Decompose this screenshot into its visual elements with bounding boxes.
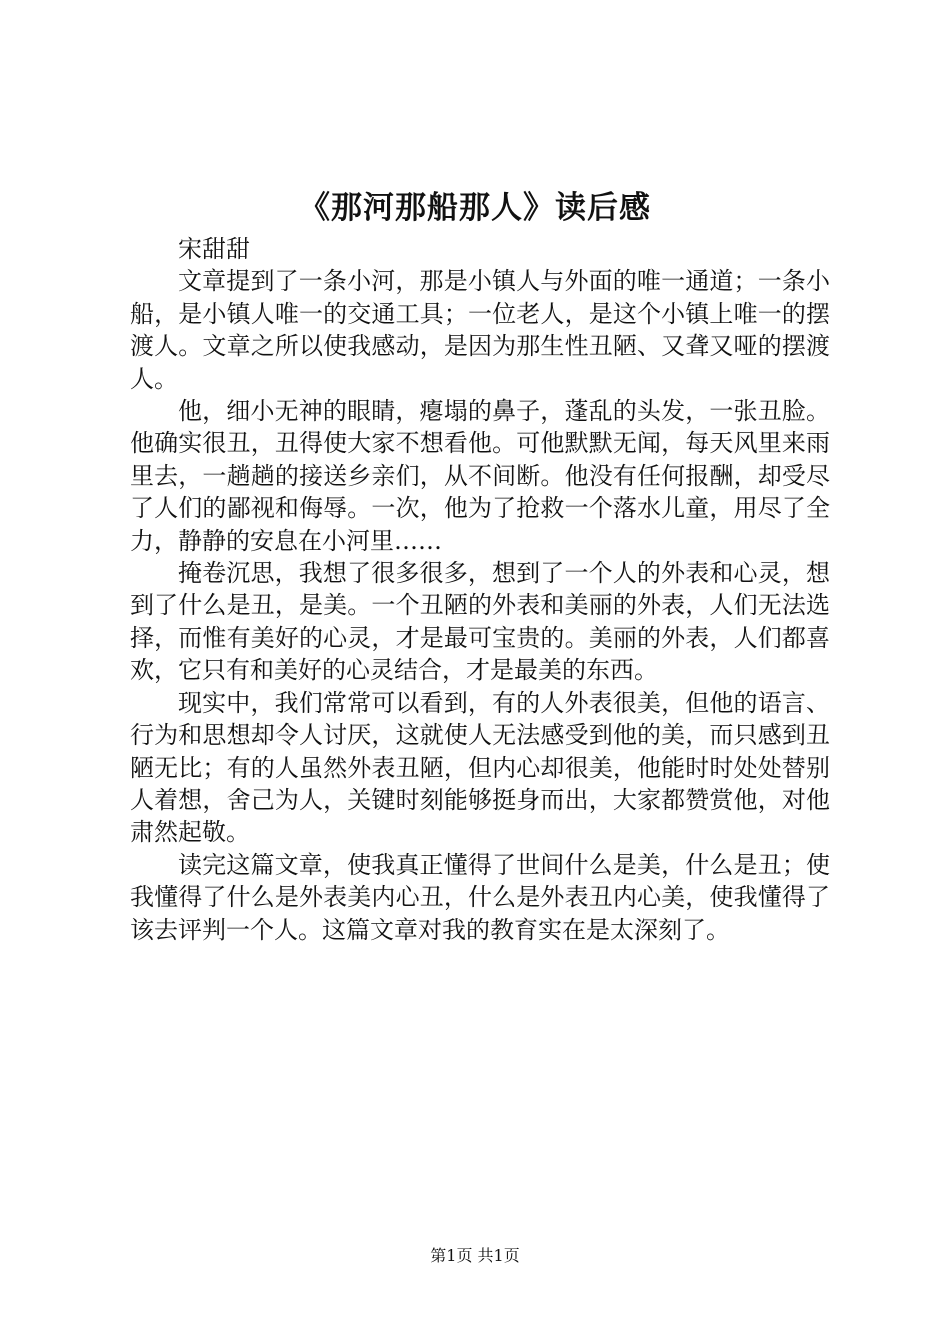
paragraph-3: 掩卷沉思，我想了很多很多，想到了一个人的外表和心灵，想到了什么是丑，是美。一个丑陋的外表和美丽的外表，人们无法选择，而惟有美好的心灵，才是最可宝贵的。美丽的外表，人们都喜欢，它只有和美好的心灵结合，才是最美的东西。 [130,559,830,685]
article-body [130,233,830,946]
author-name: 宋甜甜 [178,235,250,263]
paragraph-2: 他，细小无神的眼睛，瘪塌的鼻子，蓬乱的头发，一张丑脸。他确实很丑，丑得使大家不想看他。可他默默无闻，每天风里来雨里去，一趟趟的接送乡亲们，从不间断。他没有任何报酬，却受尽了人们的鄙视和侮辱。一次，他为了抢救一个落水儿童，用尽了全力，静静的安息在小河里…… [130,397,830,555]
paragraph-5: 读完这篇文章，使我真正懂得了世间什么是美，什么是丑；使我懂得了什么是外表美内心丑，什么是外表丑内心美，使我懂得了该去评判一个人。这篇文章对我的教育实在是太深刻了。 [130,850,830,944]
paragraph-1: 文章提到了一条小河，那是小镇人与外面的唯一通道；一条小船，是小镇人唯一的交通工具；一位老人，是这个小镇上唯一的摆渡人。文章之所以使我感动，是因为那生性丑陋、又聋又哑的摆渡人。 [130,267,830,393]
page-title: 《那河那船那人》读后感 [299,190,651,226]
page-footer: 第1页 共1页 [430,1246,520,1265]
paragraph-4: 现实中，我们常常可以看到，有的人外表很美，但他的语言、行为和思想却令人讨厌，这就使人无法感受到他的美，而只感到丑陋无比；有的人虽然外表丑陋，但内心却很美，他能时时处处替别人着想，舍己为人，关键时刻能够挺身而出，大家都赞赏他，对他肃然起敬。 [130,688,830,847]
